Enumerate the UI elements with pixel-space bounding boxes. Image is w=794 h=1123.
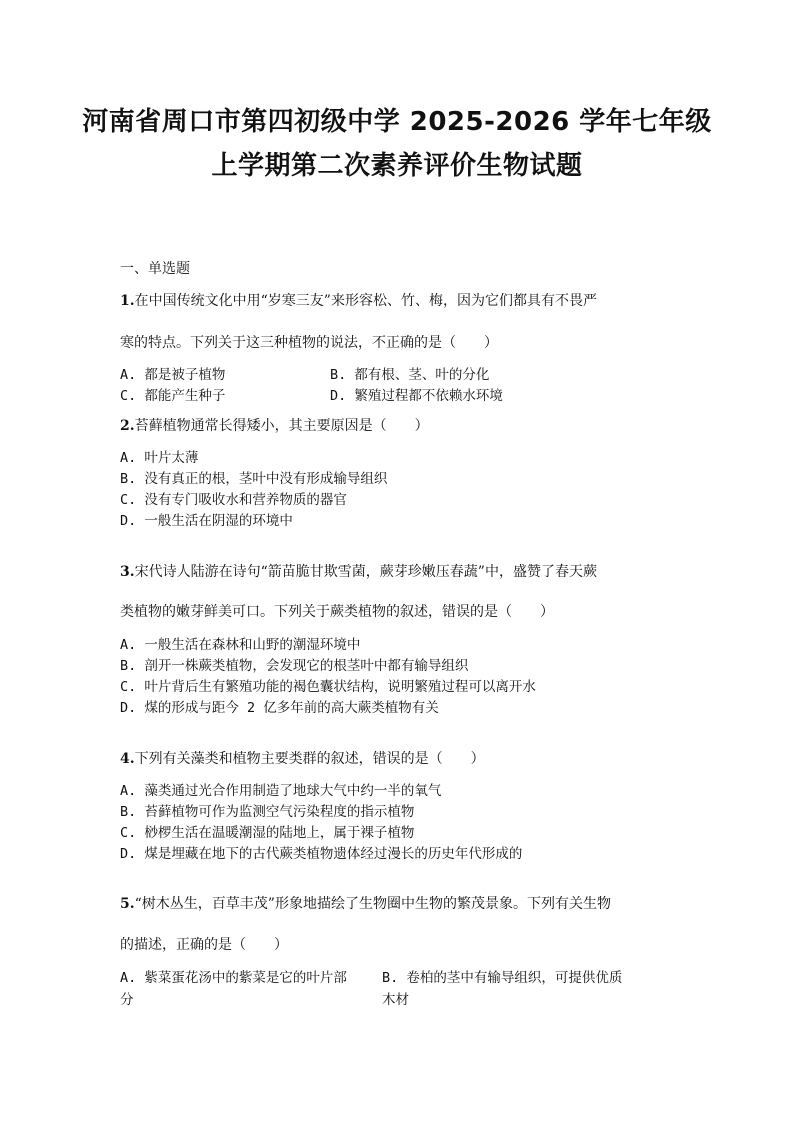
- question-1-stem-line-1: 1.在中国传统文化中用“岁寒三友”来形容松、竹、梅，因为它们都具有不畏严: [120, 293, 597, 309]
- question-4-option-c: C. 桫椤生活在温暖潮湿的陆地上，属于裸子植物: [120, 825, 415, 841]
- question-5-option-a-wrap: 分: [120, 992, 134, 1008]
- question-1-option-a: A. 都是被子植物: [120, 367, 226, 383]
- question-2-option-a: A. 叶片太薄: [120, 450, 199, 466]
- question-2-option-c: C. 没有专门吸收水和营养物质的器官: [120, 492, 347, 508]
- question-5-option-b: B. 卷柏的茎中有输导组织，可提供优质: [382, 970, 623, 986]
- question-3-option-d: D. 煤的形成与距今 2 亿多年前的高大蕨类植物有关: [120, 700, 439, 716]
- question-3-option-c: C. 叶片背后生有繁殖功能的褐色囊状结构，说明繁殖过程可以离开水: [120, 679, 536, 695]
- question-4-option-d: D. 煤是埋藏在地下的古代蕨类植物遗体经过漫长的历史年代形成的: [120, 846, 523, 862]
- question-number: 1.: [120, 293, 135, 309]
- document-title-line-1: 河南省周口市第四初级中学 2025-2026 学年七年级: [82, 107, 712, 137]
- question-3-stem-line-1: 3.宋代诗人陆游在诗句“箭苗脆甘欺雪菌，蕨芽珍嫩压春蔬”中，盛赞了春天蕨: [120, 564, 597, 580]
- question-number: 5.: [120, 896, 135, 912]
- document-title-line-2: 上学期第二次素养评价生物试题: [211, 151, 583, 181]
- question-2-option-b: B. 没有真正的根，茎叶中没有形成输导组织: [120, 471, 388, 487]
- question-5-stem-line-2: 的描述，正确的是（ ）: [120, 937, 288, 953]
- question-3-option-a: A. 一般生活在森林和山野的潮湿环境中: [120, 637, 361, 653]
- question-1-option-b: B. 都有根、茎、叶的分化: [330, 367, 490, 383]
- question-5-stem-line-1: 5.“树木丛生，百草丰茂”形象地描绘了生物圈中生物的繁茂景象。下列有关生物: [120, 896, 611, 912]
- question-3-option-b: B. 剖开一株蕨类植物，会发现它的根茎叶中都有输导组织: [120, 658, 469, 674]
- question-1-stem-line-2: 寒的特点。下列关于这三种植物的说法，不正确的是（ ）: [120, 335, 498, 351]
- question-3-stem-line-2: 类植物的嫩芽鲜美可口。下列关于蕨类植物的叙述，错误的是（ ）: [120, 604, 554, 620]
- question-1-option-d: D. 繁殖过程都不依赖水环境: [330, 388, 503, 404]
- question-number: 2.: [120, 418, 135, 434]
- section-heading: 一、单选题: [120, 261, 190, 277]
- question-4-option-a: A. 藻类通过光合作用制造了地球大气中约一半的氧气: [120, 783, 442, 799]
- question-4-option-b: B. 苔藓植物可作为监测空气污染程度的指示植物: [120, 804, 415, 820]
- question-2-option-d: D. 一般生活在阴湿的环境中: [120, 513, 293, 529]
- question-number: 3.: [120, 564, 135, 580]
- question-5-option-a: A. 紫菜蛋花汤中的紫菜是它的叶片部: [120, 970, 347, 986]
- question-number: 4.: [120, 751, 135, 767]
- question-4-stem: 4.下列有关藻类和植物主要类群的叙述，错误的是（ ）: [120, 751, 485, 767]
- question-5-option-b-wrap: 木材: [382, 992, 409, 1008]
- question-2-stem: 2.苔藓植物通常长得矮小，其主要原因是（ ）: [120, 418, 429, 434]
- question-1-option-c: C. 都能产生种子: [120, 388, 226, 404]
